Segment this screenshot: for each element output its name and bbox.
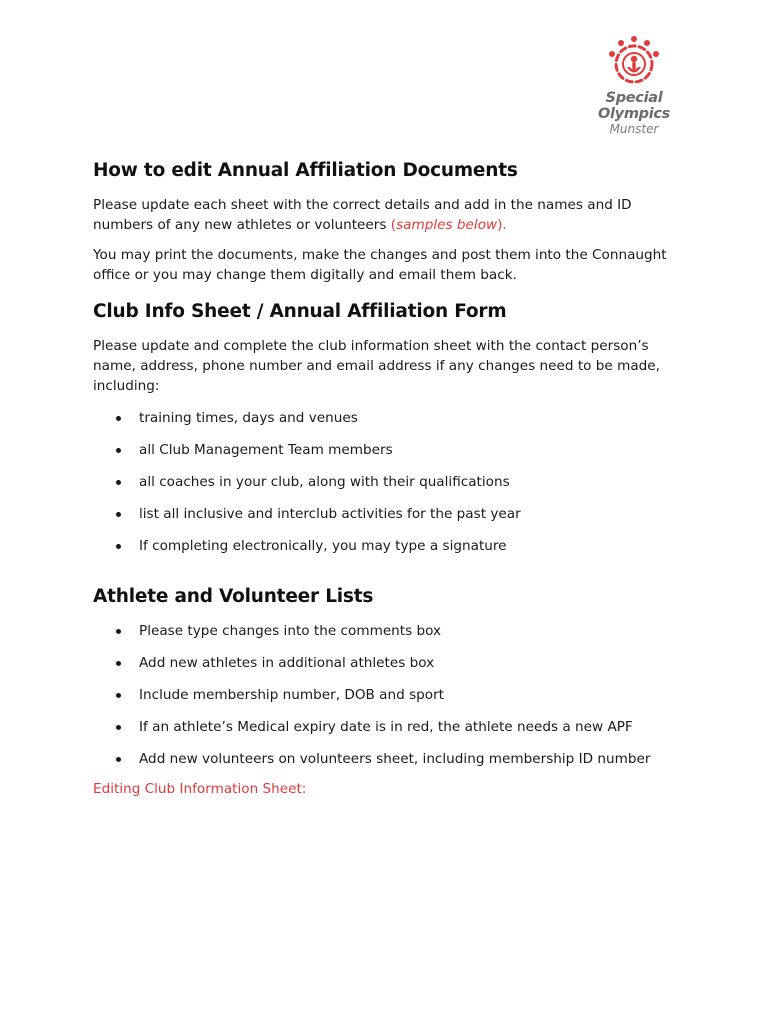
section-title-club-info: Club Info Sheet / Annual Affiliation Form [93, 301, 507, 322]
section-title-athlete-lists: Athlete and Volunteer Lists [93, 586, 374, 607]
document-body [93, 160, 683, 799]
club-info-list [93, 408, 683, 568]
list-item: Include membership number, DOB and sport [93, 685, 683, 717]
special-olympics-logo [584, 34, 684, 136]
samples-close: ). [497, 217, 507, 233]
list-item: training times, days and venues [93, 408, 683, 440]
special-olympics-emblem-icon [603, 34, 665, 90]
list-item: list all inclusive and interclub activities for the past year [93, 504, 683, 536]
samples-below-text: samples below [396, 217, 498, 233]
list-item: Please type changes into the comments box [93, 621, 683, 653]
list-item: If completing electronically, you may type a signature [93, 536, 683, 568]
club-info-paragraph: Please update and complete the club information sheet with the contact person’s name, address, phone number and email address if any changes need to be made, including: [93, 338, 660, 394]
samples-open: ( [390, 217, 397, 233]
list-item: all coaches in your club, along with their qualifications [93, 472, 683, 504]
list-item: Add new athletes in additional athletes box [93, 653, 683, 685]
logo-text-region: Munster [609, 122, 659, 136]
intro-text: Please update each sheet with the correct details and add in the names and ID numbers of any new athletes or volunteers [93, 197, 632, 233]
list-item: Add new volunteers on volunteers sheet, including membership ID number [93, 749, 683, 781]
list-item: all Club Management Team members [93, 440, 683, 472]
list-item: If an athlete’s Medical expiry date is in red, the athlete needs a new APF [93, 717, 683, 749]
section-title-edit-documents: How to edit Annual Affiliation Documents [93, 160, 518, 181]
logo-text-olympics: Olympics [597, 106, 671, 122]
print-paragraph: You may print the documents, make the changes and post them into the Connaught office or you may change them digitally and email them back. [93, 247, 667, 283]
logo-text-special: Special [605, 90, 663, 106]
athlete-volunteer-list [93, 621, 683, 781]
intro-paragraph [93, 195, 683, 235]
editing-club-info-subheading: Editing Club Information Sheet: [93, 781, 307, 797]
